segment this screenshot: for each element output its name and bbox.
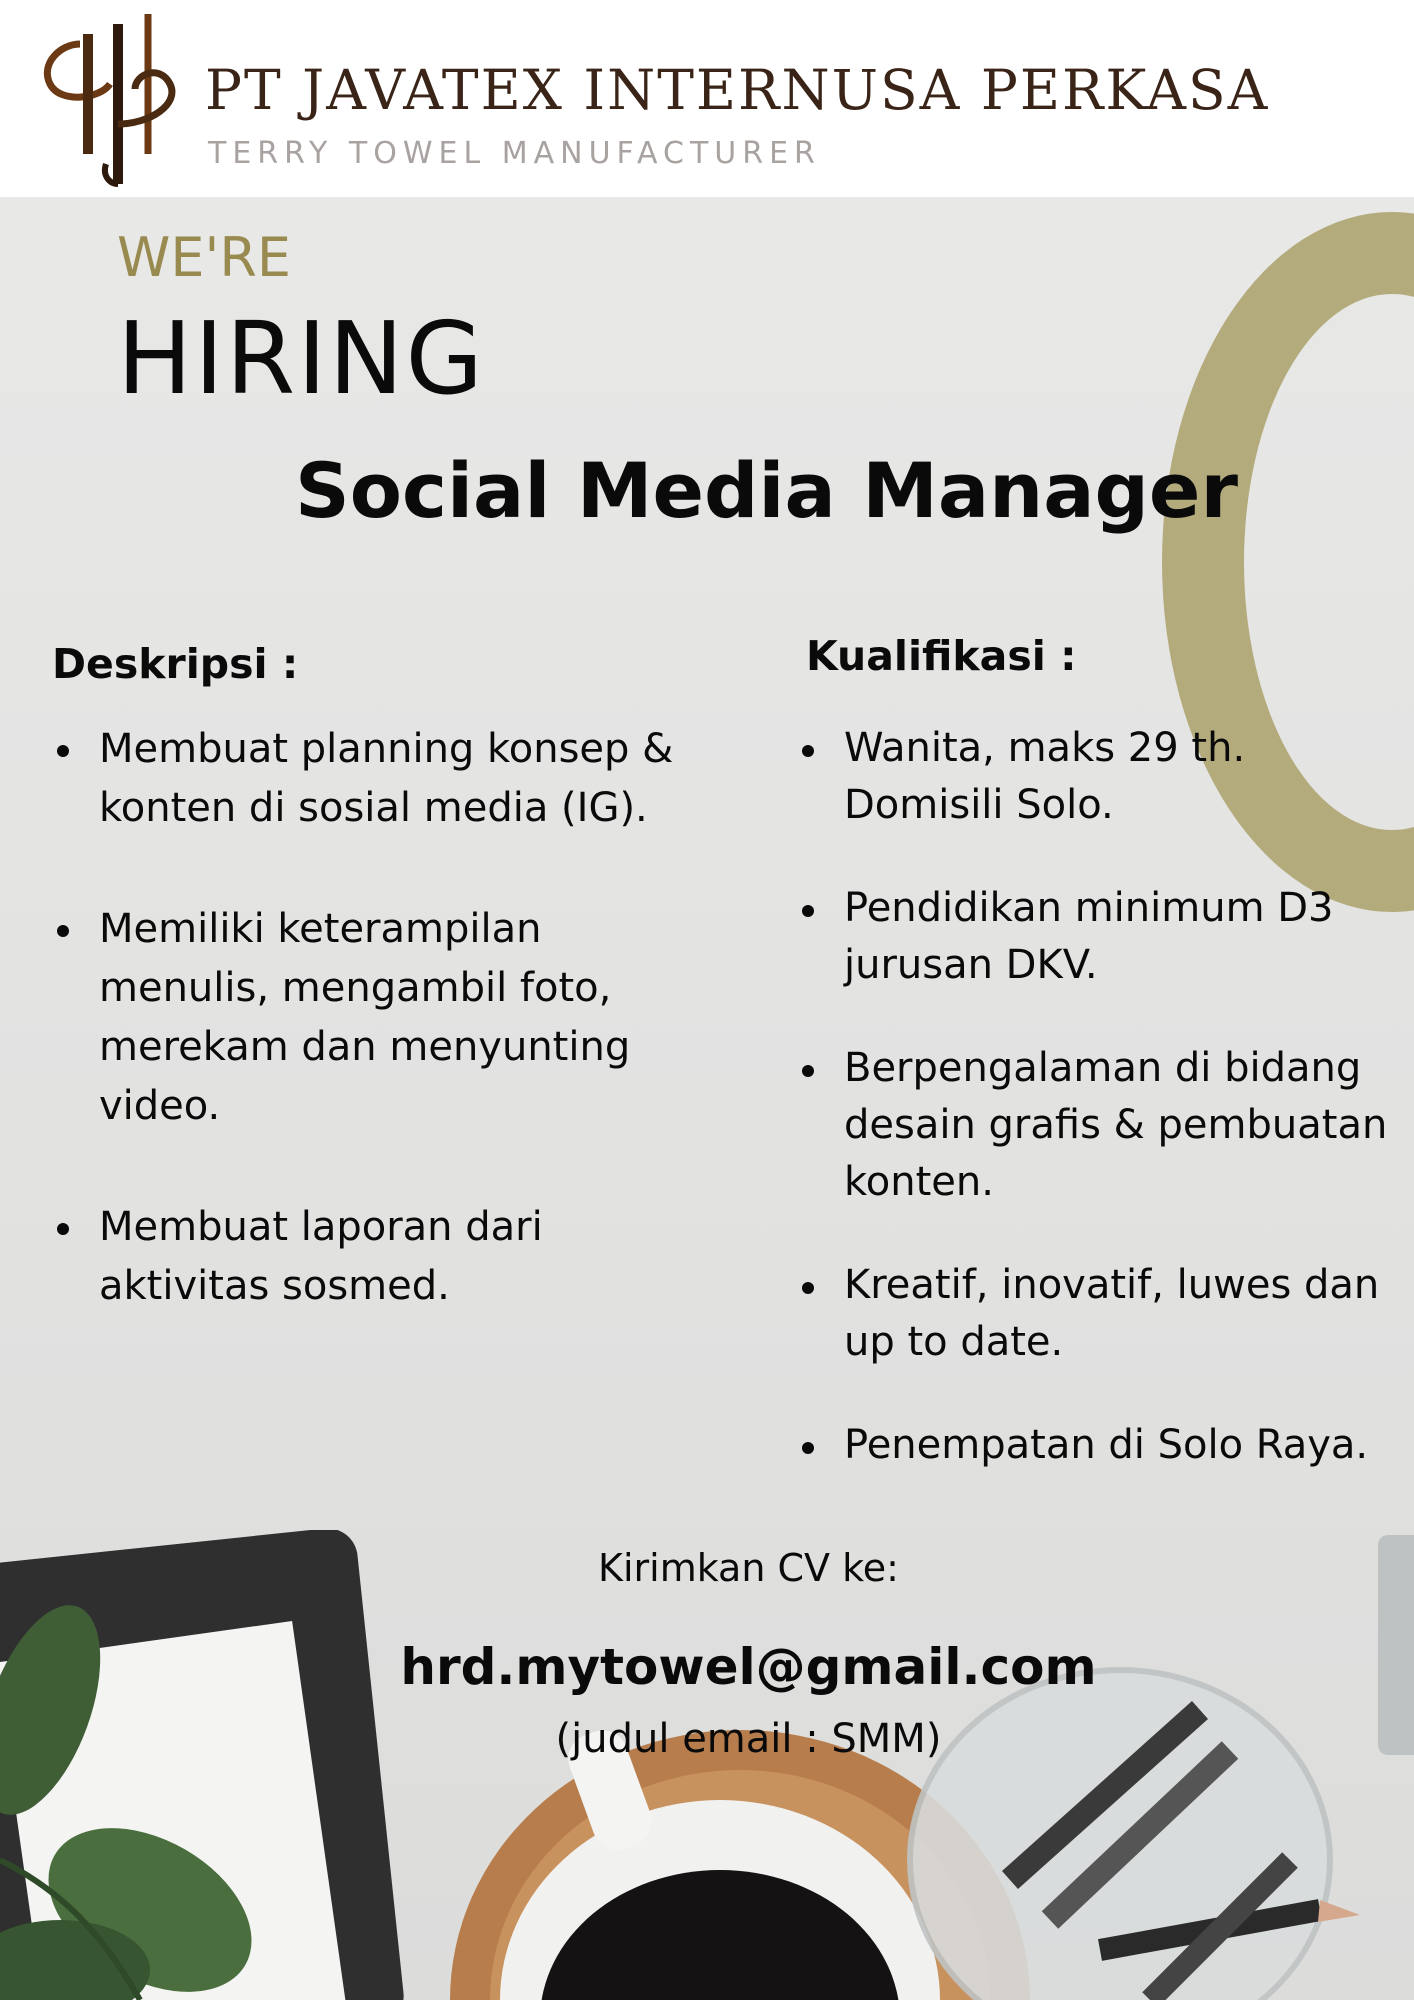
qualification-item: Wanita, maks 29 th. Domisili Solo. [798,720,1398,834]
qualification-item: Berpengalaman di bidang desain grafis & pembuatan konten. [798,1040,1398,1211]
company-name: PT JAVATEX INTERNUSA PERKASA [205,58,1270,122]
job-title: Social Media Manager [295,446,1238,535]
description-item: Memiliki keterampilan menulis, mengambil foto, merekam dan menyunting video. [53,900,693,1136]
send-cv-label: Kirimkan CV ke: [598,1546,899,1590]
qualification-item: Penempatan di Solo Raya. [798,1417,1398,1474]
qualification-item: Kreatif, inovatif, luwes dan up to date. [798,1257,1398,1371]
company-tagline: TERRY TOWEL MANUFACTURER [208,136,821,171]
description-item: Membuat planning konsep & konten di sosial media (IG). [53,720,693,838]
email-subject-note: (judul email : SMM) [555,1716,942,1762]
qualifications-list [798,720,1398,1520]
email-link[interactable]: hrd.mytowel@gmail.com [400,1638,1097,1696]
header [0,0,1414,197]
description-list [53,720,693,1378]
description-item: Membuat laporan dari aktivitas sosmed. [53,1198,693,1316]
qualification-item: Pendidikan minimum D3 jurusan DKV. [798,880,1398,994]
desk-photo [0,1530,1414,2000]
qualifications-heading: Kualifikasi : [806,632,1077,680]
company-logo-icon [40,4,180,194]
description-heading: Deskripsi : [52,640,299,688]
eyebrow-text: WE'RE [117,226,291,289]
headline: HIRING [117,300,485,417]
